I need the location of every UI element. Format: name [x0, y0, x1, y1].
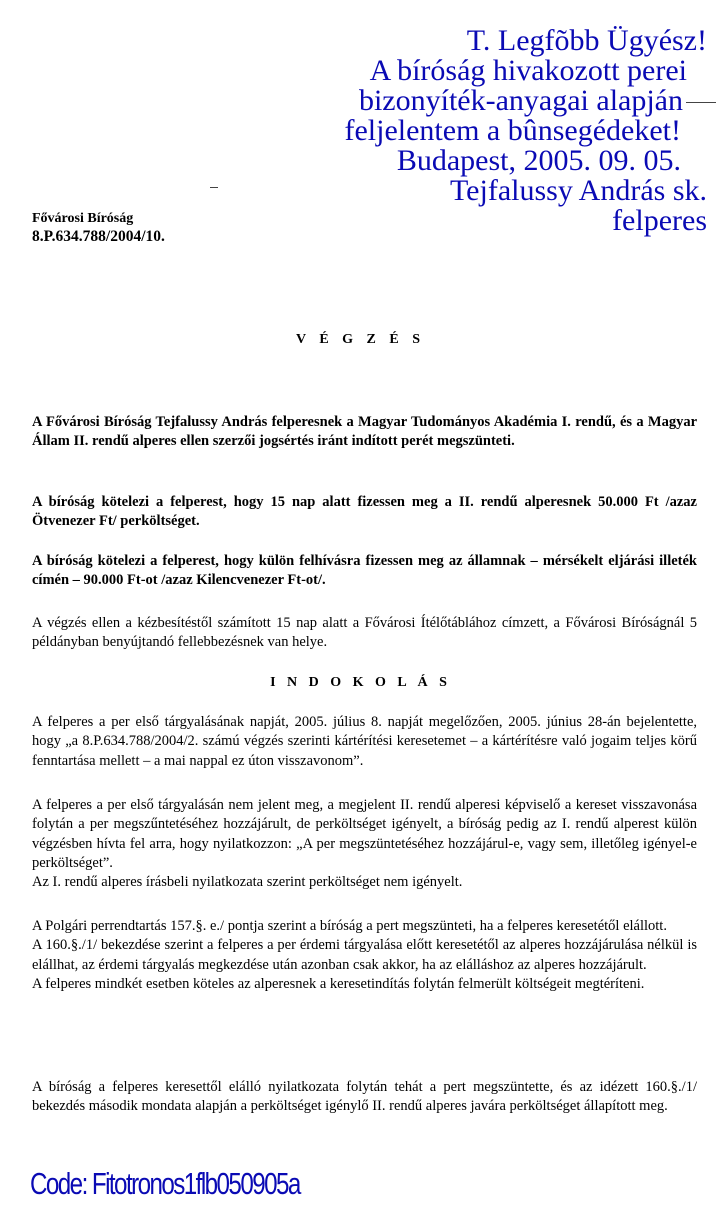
document-code: Code: Fitotronos1flb050905a: [30, 1166, 300, 1201]
ruling-paragraph: A Fővárosi Bíróság Tejfalussy András felperesnek a Magyar Tudományos Akadémia I. rendű, és a Magyar Állam II. rendű alperes ellen szerzői jogsértés iránt indított perét megszünteti.: [32, 414, 697, 450]
scan-artifact: [210, 187, 218, 188]
ruling-paragraph: A bíróság kötelezi a felperest, hogy külön felhívásra fizessen meg az államnak – mérsékelt eljárási illeték címén – 90.000 Ft-ot /azaz Kilencvenezer Ft-ot/.: [32, 553, 697, 589]
reasoning-paragraph: A bíróság a felperes keresettől elálló nyilatkozata folytán tehát a pert megszüntette, és az idézett 160.§./1/ bekezdés második mondata alapján a perköltséget igénylő II. rendű alperes javára perköltséget állapított meg.: [32, 1079, 697, 1115]
annotation-line: Budapest, 2005. 09. 05.: [396, 144, 681, 177]
handwritten-style-annotation: [344, 26, 709, 236]
appeal-paragraph: A végzés ellen a kézbesítéstől számított 15 nap alatt a Fővárosi Ítélőtáblához címzett, a Fővárosi Bíróságnál 5 példányban benyújtandó fellebbezésnek van helye.: [32, 615, 697, 651]
court-header: [32, 211, 165, 247]
reasoning-heading: I N D O K O L Á S: [270, 675, 451, 690]
decision-heading: V É G Z É S: [295, 332, 426, 347]
annotation-line: felperes: [612, 204, 707, 237]
scan-artifact: [686, 102, 716, 103]
ruling-paragraph: A bíróság kötelezi a felperest, hogy 15 nap alatt fizessen meg a II. rendű alperesnek 50.000 Ft /azaz Ötvenezer Ft/ perköltséget.: [32, 494, 697, 530]
annotation-line: Tejfalussy András sk.: [449, 174, 707, 207]
court-name: Fővárosi Bíróság: [32, 211, 134, 226]
annotation-line: T. Legfõbb Ügyész!: [466, 24, 707, 57]
reasoning-paragraph: A felperes a per első tárgyalásának napját, 2005. július 8. napját megelőzően, 2005. június 28-án bejelentette, hogy „a 8.P.634.788/2004/2. számú végzés szerinti kártérítési keresetemet – a kártérítésre való jogaim teljes körű fenntartása mellett – a mai nappal ez úton visszavonom”.: [32, 714, 697, 769]
reasoning-paragraph: A Polgári perrendtartás 157.§. e./ pontja szerint a bíróság a pert megszünteti, ha a felperes keresetétől elállott. A 160.§./1/ bekezdése szerint a felperes a per érdemi tárgyalása előtt keresetétől az alperes hozzájárulása nélkül is elállhat, az érdemi tárgyalás megkezdése után azonban csak akkor, ha az elálláshoz az alperes hozzájárult. A felperes mindkét esetben köteles az alperesnek a keresetindítás folytán felmerült költségeit megtéríteni.: [32, 918, 697, 992]
reasoning-paragraph: A felperes a per első tárgyalásán nem jelent meg, a megjelent II. rendű alperesi képviselő a kereset visszavonása folytán a per megszűntetéséhez hozzájárult, de perköltséget igényelt, a bíróság pedig az I. rendű alperest külön végzésben hívta fel arra, hogy nyilatkozzon: „A per megszüntetéséhez hozzájárul-e, vagy sem, illetőleg igényel-e perköltséget”. Az I. rendű alperes írásbeli nyilatkozata szerint perköltséget nem igényelt.: [32, 797, 697, 891]
annotation-line: bizonyíték-anyagai alapján: [358, 84, 683, 117]
case-number: 8.P.634.788/2004/10.: [32, 228, 165, 245]
annotation-line: A bíróság hivakozott perei: [369, 54, 687, 87]
annotation-line: feljelentem a bûnsegédeket!: [344, 114, 681, 147]
